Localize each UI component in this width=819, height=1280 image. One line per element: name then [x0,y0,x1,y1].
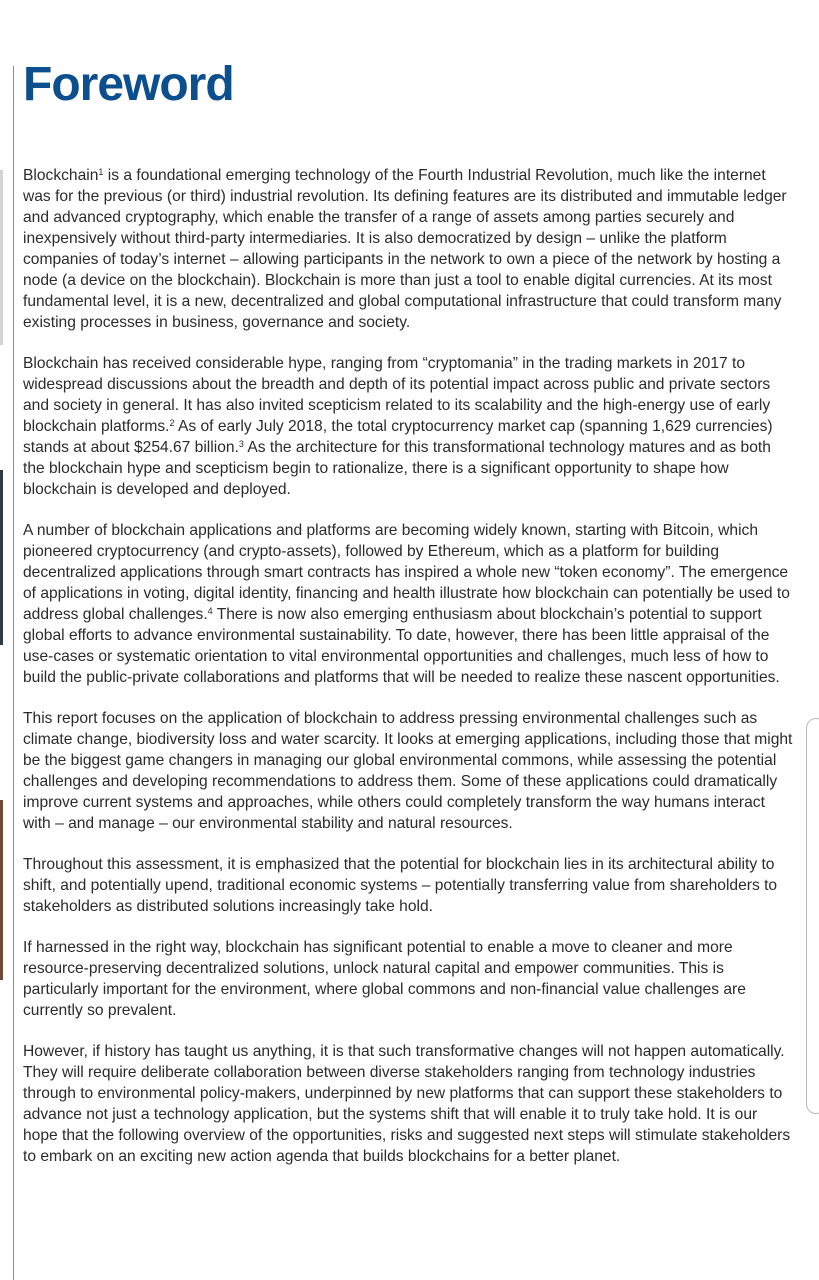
paragraph [23,353,795,500]
paragraph [23,708,795,834]
paragraph [23,520,795,688]
paragraph [23,854,795,917]
left-margin-rule [13,66,14,1280]
left-edge-mark [0,800,3,980]
paragraph-text: As of early July 2018, the total cryptocurrency market cap (spanning 1,629 currencies) stands at about $254.67 billion. [23,418,773,456]
footnote-marker[interactable]: 4 [207,606,213,616]
paragraph-text: Throughout this assessment, it is emphasized that the potential for blockchain lies in its architectural ability to shift, and potentially upend, traditional economic systems – potentially transferring value from shareholders to stakeholders as distributed solutions increasingly take hold. [23,856,778,915]
paragraph-text: is a foundational emerging technology of the Fourth Industrial Revolution, much like the internet was for the previous (or third) industrial revolution. Its defining features are its distributed and immutable ledger and advanced cryptography, which enable the transfer of a range of assets among parties securely and inexpensively without third-party intermediaries. It is also democratized by design – unlike the platform companies of today’s internet – allowing participants in the network to own a piece of the network by hosting a node (a device on the blockchain). Blockchain is more than just a tool to enable digital currencies. At its most fundamental level, it is a new, decentralized and global computational infrastructure that could transform many existing processes in business, governance and society. [23,167,787,331]
paragraph-text: Blockchain [23,167,99,184]
paragraph [23,1041,795,1167]
paragraph-text: However, if history has taught us anything, it is that such transformative changes will not happen automatically. They will require deliberate collaboration between diverse stakeholders ranging from technology industries through to environmental policy-makers, underpinned by new platforms that can support these stakeholders to advance not just a technology application, but the systems shift that will enable it to truly take hold. It is our hope that the following overview of the opportunities, risks and suggested next steps will stimulate stakeholders to embark on an exciting new action agenda that builds blockchains for a better planet. [23,1043,791,1165]
paragraph-text: If harnessed in the right way, blockchain has significant potential to enable a move to cleaner and more resource-preserving decentralized solutions, unlock natural capital and empower communities. This is particularly important for the environment, where global commons and non-financial value challenges are currently so prevalent. [23,939,746,1019]
paragraph [23,165,795,333]
paragraph-text: A number of blockchain applications and platforms are becoming widely known, starting with Bitcoin, which pioneered cryptocurrency (and crypto-assets), followed by Ethereum, which as a platform for building decentralized applications through smart contracts has inspired a whole new “token economy”. The emergence of applications in voting, digital identity, financing and health illustrate how blockchain can potentially be used to address global challenges. [23,522,790,623]
paragraph-text: There is now also emerging enthusiasm about blockchain’s potential to support global efforts to advance environmental sustainability. To date, however, there has been little appraisal of the use-cases or systematic orientation to vital environmental opportunities and challenges, much less of how to build the public-private collaborations and platforms that will be needed to realize these nascent opportunities. [23,606,780,686]
foreword-body [23,165,795,1187]
paragraph [23,937,795,1021]
paragraph-text: Blockchain has received considerable hype, ranging from “cryptomania” in the trading markets in 2017 to widespread discussions about the breadth and depth of its potential impact across public and private sectors and society in general. It has also invited scepticism related to its scalability and the high-energy use of early blockchain platforms. [23,355,771,435]
left-edge-mark [0,470,3,645]
footnote-marker[interactable]: 3 [238,439,244,449]
footnote-marker[interactable]: 1 [98,167,104,177]
paragraph-text: This report focuses on the application of blockchain to address pressing environmental challenges such as climate change, biodiversity loss and water scarcity. It looks at emerging applications, including those that might be the biggest game changers in managing our global environmental commons, while assessing the potential challenges and developing recommendations to address them. Some of these applications could dramatically improve current systems and approaches, while others could completely transform the way humans interact with – and manage – our environmental stability and natural resources. [23,710,793,832]
page-title: Foreword [23,58,234,111]
scrollbar-handle[interactable] [806,718,819,1114]
footnote-marker[interactable]: 2 [169,418,175,428]
left-edge-mark [0,170,3,345]
paragraph-text: As the architecture for this transformational technology matures and as both the blockchain hype and scepticism begin to rationalize, there is a significant opportunity to shape how blockchain is developed and deployed. [23,439,771,498]
